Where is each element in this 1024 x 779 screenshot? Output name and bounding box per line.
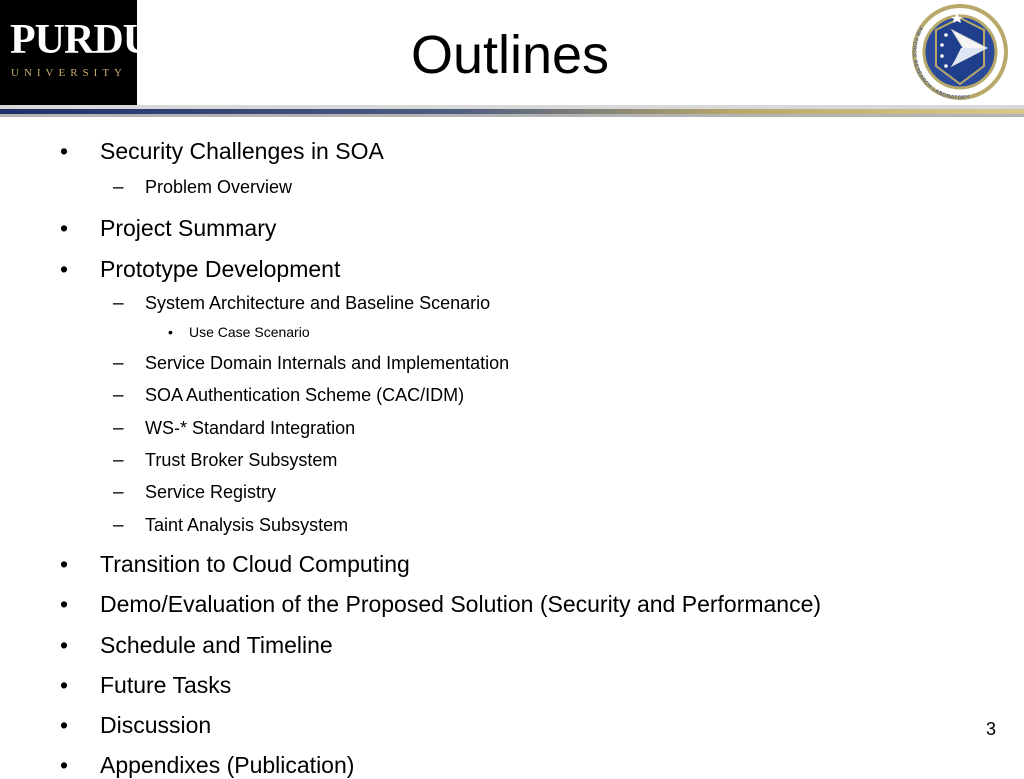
bullet-icon: • (60, 591, 69, 617)
afrl-emblem-text: AIR FORCE RESEARCH LABORATORY (910, 25, 971, 102)
outline-item-text: Project Summary (100, 215, 277, 241)
bullet-icon: • (60, 256, 69, 282)
dash-icon: – (113, 385, 124, 406)
bullet-icon: • (60, 712, 69, 738)
outline-item-text: Taint Analysis Subsystem (145, 515, 349, 535)
dash-icon: – (113, 418, 124, 439)
bullet-icon: • (60, 138, 69, 164)
page-number: 3 (985, 719, 996, 739)
outline-item-text: Service Domain Internals and Implementation (145, 353, 510, 373)
dash-icon: – (113, 293, 124, 314)
outline-item-text: Problem Overview (145, 177, 293, 197)
outline-item-text: Trust Broker Subsystem (145, 450, 338, 470)
outline-item-text: Appendixes (Publication) (100, 752, 355, 778)
dash-icon: – (113, 482, 124, 503)
outline-item-text: Service Registry (145, 482, 277, 502)
outline-item-text: Demo/Evaluation of the Proposed Solution (Security and Performance) (100, 591, 822, 617)
dash-icon: – (113, 177, 124, 198)
purdue-subtitle: UNIVERSITY (11, 67, 127, 79)
dash-icon: – (113, 353, 124, 374)
bullet-icon: • (60, 672, 69, 698)
outline-item-text: Prototype Development (100, 256, 341, 282)
bullet-icon: • (60, 551, 69, 577)
outline-item-text: Use Case Scenario (189, 324, 310, 340)
outline-item-text: Transition to Cloud Computing (100, 551, 410, 577)
bullet-icon: • (60, 632, 69, 658)
dash-icon: – (113, 515, 124, 536)
outline-item-text: Discussion (100, 712, 212, 738)
purdue-wordmark-text: PURDUE (10, 17, 179, 63)
outline-item-text: Security Challenges in SOA (100, 138, 384, 164)
bullet-icon: • (60, 215, 69, 241)
outline-item-text: Future Tasks (100, 672, 232, 698)
outline-item-text: WS-* Standard Integration (145, 418, 356, 438)
dash-icon: – (113, 450, 124, 471)
bullet-icon: • (168, 324, 173, 340)
bullet-icon: • (60, 752, 69, 778)
outline-item-text: Schedule and Timeline (100, 632, 333, 658)
outline-item-text: SOA Authentication Scheme (CAC/IDM) (145, 385, 465, 405)
slide-title: Outlines (410, 25, 610, 85)
outline-item-text: System Architecture and Baseline Scenario (145, 293, 491, 313)
